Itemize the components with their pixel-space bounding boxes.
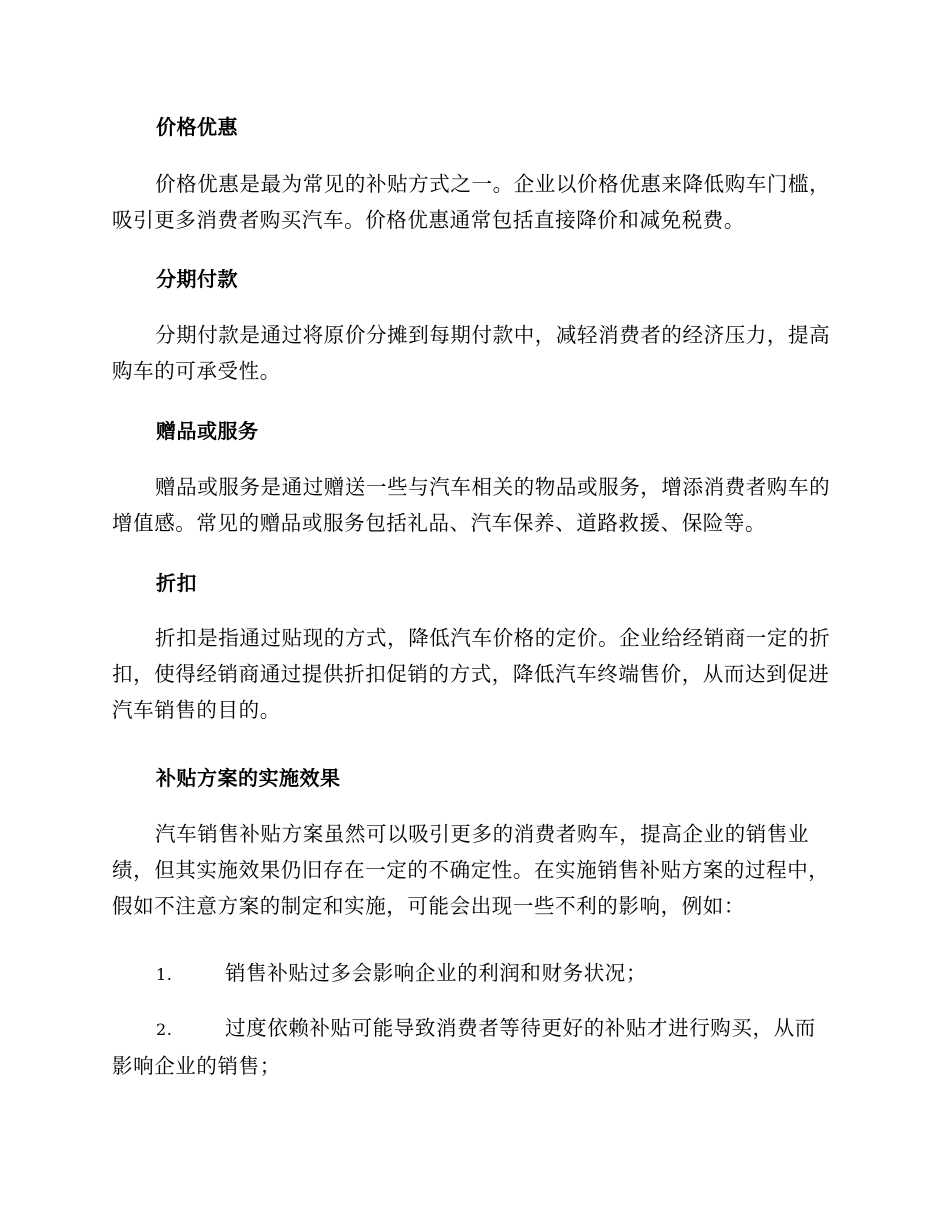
section-paragraph: 分期付款是通过将原价分摊到每期付款中，减轻消费者的经济压力，提高购车的可承受性。	[112, 323, 831, 383]
section-heading: 分期付款	[156, 267, 238, 291]
list-item-text: 销售补贴过多会影响企业的利润和财务状况；	[225, 961, 647, 985]
section-paragraph: 价格优惠是最为常见的补贴方式之一。企业以价格优惠来降低购车门槛，吸引更多消费者购买汽车。价格优惠通常包括直接降价和减免税费。	[112, 172, 831, 232]
list-item	[112, 1010, 834, 1084]
list-item-number: 1.	[156, 965, 173, 984]
section-paragraph: 汽车销售补贴方案虽然可以吸引更多的消费者购车，提高企业的销售业绩，但其实施效果仍旧存在一定的不确定性。在实施销售补贴方案的过程中，假如不注意方案的制定和实施，可能会出现一些不利的影响，例如：	[112, 822, 830, 918]
section-heading: 补贴方案的实施效果	[156, 766, 341, 790]
section-paragraph: 赠品或服务是通过赠送一些与汽车相关的物品或服务，增添消费者购车的增值感。常见的赠品或服务包括礼品、汽车保养、道路救援、保险等。	[112, 475, 831, 535]
section-heading: 折扣	[156, 571, 197, 595]
list-item	[112, 955, 834, 993]
section-paragraph: 折扣是指通过贴现的方式，降低汽车价格的定价。企业给经销商一定的折扣，使得经销商通过提供折扣促销的方式，降低汽车终端售价，从而达到促进汽车销售的目的。	[112, 626, 831, 722]
list-item-number: 2.	[156, 1020, 173, 1039]
section-heading: 价格优惠	[156, 115, 238, 139]
list-item-text: 过度依赖补贴可能导致消费者等待更好的补贴才进行购买，从而影响企业的销售；	[112, 1016, 816, 1078]
section-heading: 赠品或服务	[156, 419, 259, 443]
